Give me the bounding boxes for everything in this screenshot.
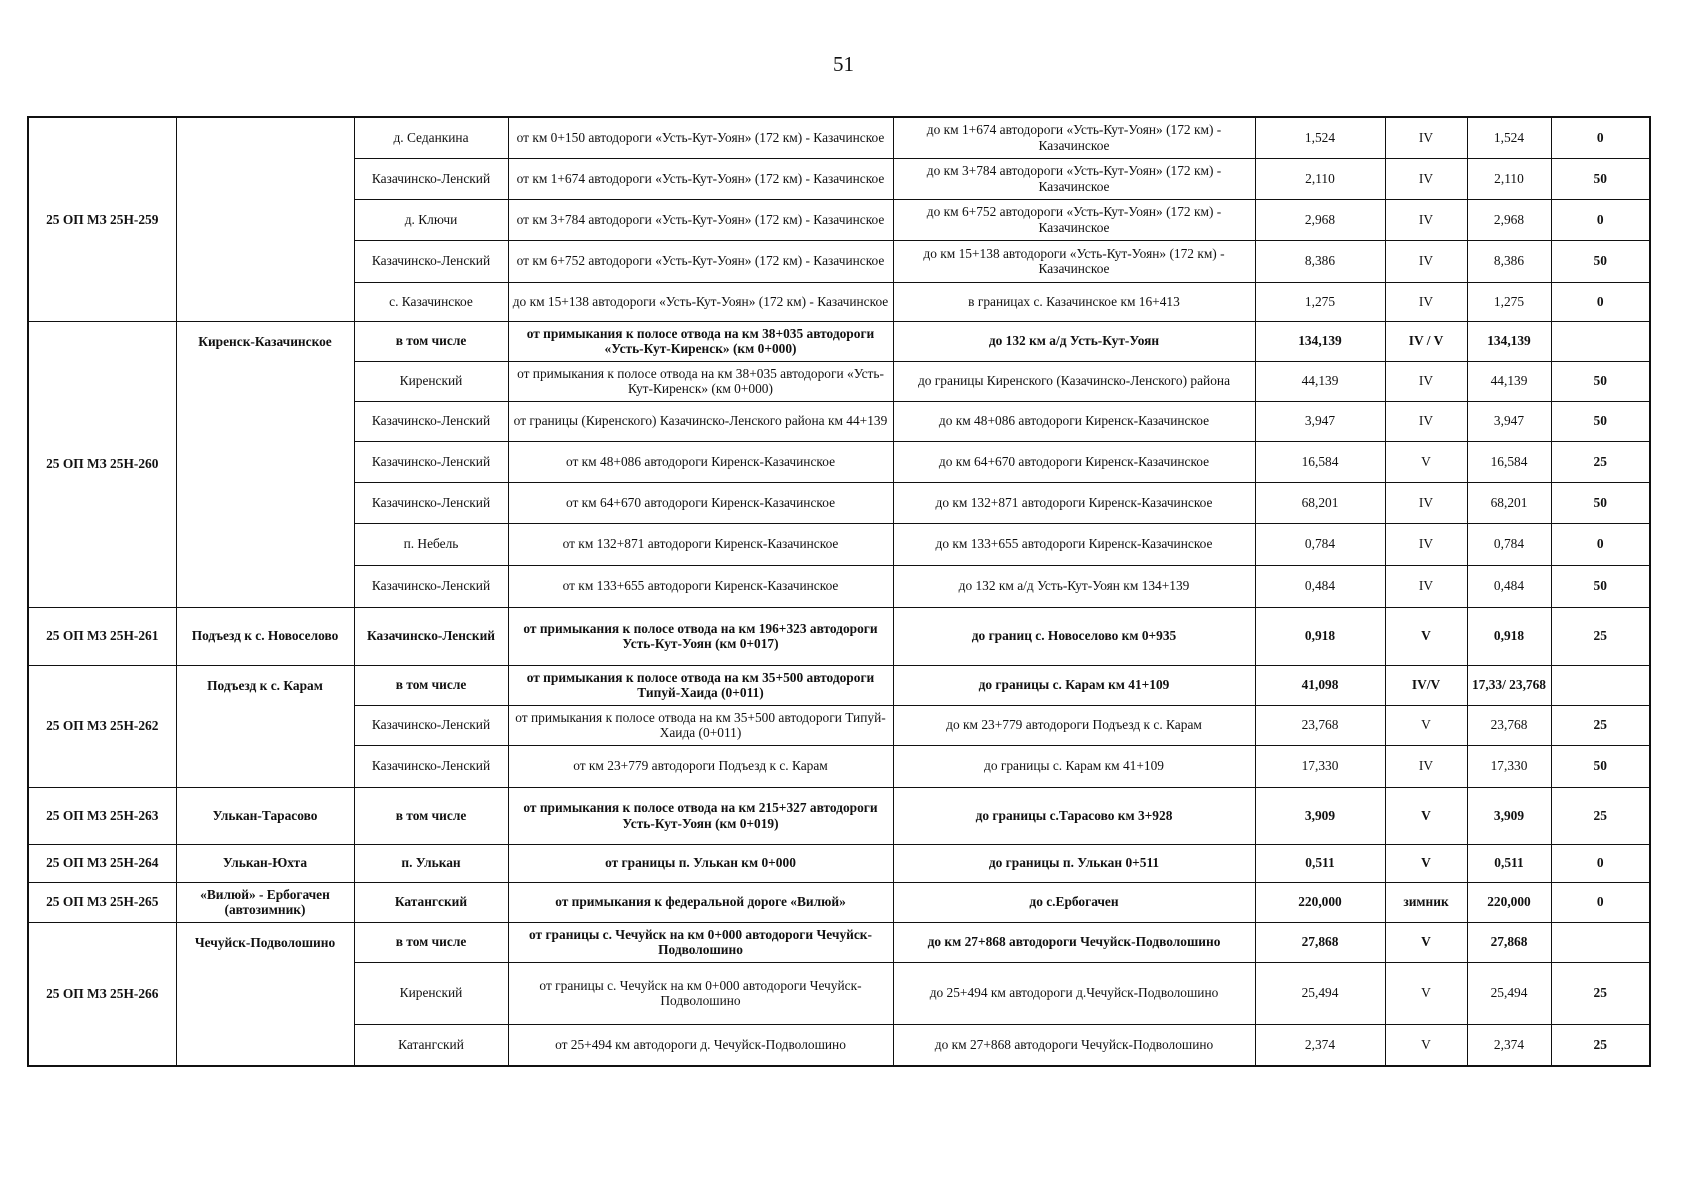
table-body xyxy=(28,117,1650,1066)
district-cell: в том числе xyxy=(354,665,508,705)
from-cell: от границы (Киренского) Казачинско-Ленского района км 44+139 xyxy=(508,401,893,441)
from-cell: от км 3+784 автодороги «Усть-Кут-Уоян» (172 км) - Казачинское xyxy=(508,199,893,240)
value-cell: 50 xyxy=(1551,240,1650,282)
district-cell: Казачинско-Ленский xyxy=(354,482,508,523)
district-cell: в том числе xyxy=(354,787,508,844)
to-cell: до км 133+655 автодороги Киренск-Казачинское xyxy=(893,523,1255,565)
from-cell: от км 0+150 автодороги «Усть-Кут-Уоян» (172 км) - Казачинское xyxy=(508,117,893,158)
from-cell: от км 64+670 автодороги Киренск-Казачинское xyxy=(508,482,893,523)
road-name-cell: Подъезд к с. Новоселово xyxy=(176,607,354,665)
value-cell: 0 xyxy=(1551,844,1650,882)
table-row xyxy=(28,882,1650,922)
to-cell: до с.Ербогачен xyxy=(893,882,1255,922)
table-row xyxy=(28,787,1650,844)
from-cell: от границы с. Чечуйск на км 0+000 автодороги Чечуйск-Подволошино xyxy=(508,922,893,962)
road-code-cell: 25 ОП МЗ 25Н-263 xyxy=(28,787,176,844)
from-cell: от примыкания к полосе отвода на км 196+323 автодороги Усть-Кут-Уоян (км 0+017) xyxy=(508,607,893,665)
length-cell: 27,868 xyxy=(1255,922,1385,962)
category-cell: IV/V xyxy=(1385,665,1467,705)
surface-length-cell: 8,386 xyxy=(1467,240,1551,282)
length-cell: 220,000 xyxy=(1255,882,1385,922)
surface-length-cell: 2,968 xyxy=(1467,199,1551,240)
value-cell: 25 xyxy=(1551,1024,1650,1066)
to-cell: до км 3+784 автодороги «Усть-Кут-Уоян» (172 км) - Казачинское xyxy=(893,158,1255,199)
to-cell: до км 23+779 автодороги Подъезд к с. Карам xyxy=(893,705,1255,745)
district-cell: Казачинско-Ленский xyxy=(354,745,508,787)
road-name-cell: Улькан-Тарасово xyxy=(176,787,354,844)
to-cell: до границы Киренского (Казачинско-Ленского) района xyxy=(893,361,1255,401)
district-cell: Киренский xyxy=(354,962,508,1024)
surface-length-cell: 16,584 xyxy=(1467,441,1551,482)
value-cell: 50 xyxy=(1551,745,1650,787)
category-cell: IV xyxy=(1385,482,1467,523)
surface-length-cell: 3,909 xyxy=(1467,787,1551,844)
to-cell: до 132 км а/д Усть-Кут-Уоян xyxy=(893,321,1255,361)
district-cell: д. Ключи xyxy=(354,199,508,240)
category-cell: зимник xyxy=(1385,882,1467,922)
road-code-cell: 25 ОП МЗ 25Н-259 xyxy=(28,117,176,321)
to-cell: до км 15+138 автодороги «Усть-Кут-Уоян» (172 км) - Казачинское xyxy=(893,240,1255,282)
to-cell: до границы с.Тарасово км 3+928 xyxy=(893,787,1255,844)
roads-table xyxy=(27,116,1651,1067)
table-row xyxy=(28,607,1650,665)
length-cell: 17,330 xyxy=(1255,745,1385,787)
length-cell: 3,947 xyxy=(1255,401,1385,441)
district-cell: Казачинско-Ленский xyxy=(354,441,508,482)
road-code-cell: 25 ОП МЗ 25Н-261 xyxy=(28,607,176,665)
surface-length-cell: 220,000 xyxy=(1467,882,1551,922)
value-cell: 25 xyxy=(1551,607,1650,665)
road-name-cell: «Вилюй» - Ербогачен (автозимник) xyxy=(176,882,354,922)
to-cell: до км 64+670 автодороги Киренск-Казачинское xyxy=(893,441,1255,482)
road-name-cell xyxy=(176,117,354,321)
district-cell: п. Улькан xyxy=(354,844,508,882)
surface-length-cell: 0,511 xyxy=(1467,844,1551,882)
to-cell: до км 6+752 автодороги «Усть-Кут-Уоян» (172 км) - Казачинское xyxy=(893,199,1255,240)
surface-length-cell: 3,947 xyxy=(1467,401,1551,441)
surface-length-cell: 0,484 xyxy=(1467,565,1551,607)
district-cell: Казачинско-Ленский xyxy=(354,705,508,745)
value-cell: 0 xyxy=(1551,282,1650,321)
to-cell: до км 48+086 автодороги Киренск-Казачинское xyxy=(893,401,1255,441)
from-cell: от примыкания к федеральной дороге «Вилюй» xyxy=(508,882,893,922)
category-cell: IV xyxy=(1385,282,1467,321)
road-code-cell: 25 ОП МЗ 25Н-262 xyxy=(28,665,176,787)
surface-length-cell: 23,768 xyxy=(1467,705,1551,745)
category-cell: IV / V xyxy=(1385,321,1467,361)
category-cell: IV xyxy=(1385,523,1467,565)
category-cell: IV xyxy=(1385,240,1467,282)
category-cell: IV xyxy=(1385,565,1467,607)
category-cell: IV xyxy=(1385,401,1467,441)
to-cell: до км 27+868 автодороги Чечуйск-Подволошино xyxy=(893,1024,1255,1066)
category-cell: IV xyxy=(1385,199,1467,240)
length-cell: 134,139 xyxy=(1255,321,1385,361)
length-cell: 68,201 xyxy=(1255,482,1385,523)
page-number: 51 xyxy=(833,52,854,76)
surface-length-cell: 17,33/ 23,768 xyxy=(1467,665,1551,705)
category-cell: V xyxy=(1385,844,1467,882)
to-cell: до км 27+868 автодороги Чечуйск-Подволошино xyxy=(893,922,1255,962)
length-cell: 2,968 xyxy=(1255,199,1385,240)
surface-length-cell: 27,868 xyxy=(1467,922,1551,962)
category-cell: V xyxy=(1385,441,1467,482)
value-cell xyxy=(1551,922,1650,962)
from-cell: от примыкания к полосе отвода на км 38+035 автодороги «Усть-Кут-Киренск» (км 0+000) xyxy=(508,361,893,401)
to-cell: до границ с. Новоселово км 0+935 xyxy=(893,607,1255,665)
district-cell: Казачинско-Ленский xyxy=(354,240,508,282)
length-cell: 23,768 xyxy=(1255,705,1385,745)
to-cell: до км 132+871 автодороги Киренск-Казачинское xyxy=(893,482,1255,523)
length-cell: 0,484 xyxy=(1255,565,1385,607)
from-cell: от км 133+655 автодороги Киренск-Казачинское xyxy=(508,565,893,607)
value-cell: 0 xyxy=(1551,882,1650,922)
from-cell: от км 48+086 автодороги Киренск-Казачинское xyxy=(508,441,893,482)
district-cell: в том числе xyxy=(354,922,508,962)
road-name-cell: Киренск-Казачинское xyxy=(176,321,354,607)
value-cell: 0 xyxy=(1551,117,1650,158)
length-cell: 44,139 xyxy=(1255,361,1385,401)
category-cell: V xyxy=(1385,1024,1467,1066)
from-cell: от примыкания к полосе отвода на км 35+500 автодороги Типуй-Хаида (0+011) xyxy=(508,705,893,745)
value-cell: 50 xyxy=(1551,158,1650,199)
to-cell: до границы с. Карам км 41+109 xyxy=(893,745,1255,787)
length-cell: 1,275 xyxy=(1255,282,1385,321)
from-cell: от км 23+779 автодороги Подъезд к с. Карам xyxy=(508,745,893,787)
length-cell: 3,909 xyxy=(1255,787,1385,844)
category-cell: IV xyxy=(1385,361,1467,401)
table-row xyxy=(28,117,1650,158)
category-cell: IV xyxy=(1385,745,1467,787)
from-cell: от границы п. Улькан км 0+000 xyxy=(508,844,893,882)
from-cell: от примыкания к полосе отвода на км 38+035 автодороги «Усть-Кут-Киренск» (км 0+000) xyxy=(508,321,893,361)
from-cell: от границы с. Чечуйск на км 0+000 автодороги Чечуйск-Подволошино xyxy=(508,962,893,1024)
length-cell: 2,110 xyxy=(1255,158,1385,199)
table-row xyxy=(28,844,1650,882)
length-cell: 16,584 xyxy=(1255,441,1385,482)
value-cell: 25 xyxy=(1551,705,1650,745)
surface-length-cell: 25,494 xyxy=(1467,962,1551,1024)
to-cell: до границы с. Карам км 41+109 xyxy=(893,665,1255,705)
to-cell: до км 1+674 автодороги «Усть-Кут-Уоян» (172 км) - Казачинское xyxy=(893,117,1255,158)
surface-length-cell: 134,139 xyxy=(1467,321,1551,361)
category-cell: V xyxy=(1385,705,1467,745)
value-cell: 25 xyxy=(1551,787,1650,844)
surface-length-cell: 44,139 xyxy=(1467,361,1551,401)
table-row xyxy=(28,665,1650,705)
table-row xyxy=(28,922,1650,962)
road-name-cell: Чечуйск-Подволошино xyxy=(176,922,354,1066)
from-cell: от км 132+871 автодороги Киренск-Казачинское xyxy=(508,523,893,565)
table-row xyxy=(28,321,1650,361)
category-cell: IV xyxy=(1385,117,1467,158)
length-cell: 1,524 xyxy=(1255,117,1385,158)
value-cell: 25 xyxy=(1551,441,1650,482)
to-cell: до 132 км а/д Усть-Кут-Уоян км 134+139 xyxy=(893,565,1255,607)
to-cell: в границах с. Казачинское км 16+413 xyxy=(893,282,1255,321)
road-name-cell: Улькан-Юхта xyxy=(176,844,354,882)
district-cell: п. Небель xyxy=(354,523,508,565)
district-cell: Киренский xyxy=(354,361,508,401)
road-name-cell: Подъезд к с. Карам xyxy=(176,665,354,787)
length-cell: 25,494 xyxy=(1255,962,1385,1024)
from-cell: от примыкания к полосе отвода на км 215+327 автодороги Усть-Кут-Уоян (км 0+019) xyxy=(508,787,893,844)
category-cell: V xyxy=(1385,787,1467,844)
length-cell: 0,784 xyxy=(1255,523,1385,565)
surface-length-cell: 68,201 xyxy=(1467,482,1551,523)
district-cell: Казачинско-Ленский xyxy=(354,565,508,607)
value-cell: 50 xyxy=(1551,482,1650,523)
category-cell: V xyxy=(1385,962,1467,1024)
category-cell: V xyxy=(1385,922,1467,962)
value-cell xyxy=(1551,665,1650,705)
category-cell: IV xyxy=(1385,158,1467,199)
length-cell: 41,098 xyxy=(1255,665,1385,705)
district-cell: Катангский xyxy=(354,1024,508,1066)
surface-length-cell: 17,330 xyxy=(1467,745,1551,787)
value-cell: 50 xyxy=(1551,565,1650,607)
value-cell: 50 xyxy=(1551,361,1650,401)
road-code-cell: 25 ОП МЗ 25Н-260 xyxy=(28,321,176,607)
road-code-cell: 25 ОП МЗ 25Н-265 xyxy=(28,882,176,922)
value-cell: 50 xyxy=(1551,401,1650,441)
to-cell: до границы п. Улькан 0+511 xyxy=(893,844,1255,882)
value-cell: 0 xyxy=(1551,523,1650,565)
surface-length-cell: 2,110 xyxy=(1467,158,1551,199)
from-cell: от 25+494 км автодороги д. Чечуйск-Подволошино xyxy=(508,1024,893,1066)
district-cell: Катангский xyxy=(354,882,508,922)
length-cell: 0,918 xyxy=(1255,607,1385,665)
district-cell: Казачинско-Ленский xyxy=(354,158,508,199)
from-cell: от км 1+674 автодороги «Усть-Кут-Уоян» (172 км) - Казачинское xyxy=(508,158,893,199)
surface-length-cell: 0,918 xyxy=(1467,607,1551,665)
district-cell: Казачинско-Ленский xyxy=(354,401,508,441)
from-cell: до км 15+138 автодороги «Усть-Кут-Уоян» (172 км) - Казачинское xyxy=(508,282,893,321)
to-cell: до 25+494 км автодороги д.Чечуйск-Подволошино xyxy=(893,962,1255,1024)
road-code-cell: 25 ОП МЗ 25Н-264 xyxy=(28,844,176,882)
from-cell: от км 6+752 автодороги «Усть-Кут-Уоян» (172 км) - Казачинское xyxy=(508,240,893,282)
length-cell: 8,386 xyxy=(1255,240,1385,282)
road-code-cell: 25 ОП МЗ 25Н-266 xyxy=(28,922,176,1066)
district-cell: д. Седанкина xyxy=(354,117,508,158)
district-cell: с. Казачинское xyxy=(354,282,508,321)
category-cell: V xyxy=(1385,607,1467,665)
district-cell: Казачинско-Ленский xyxy=(354,607,508,665)
value-cell xyxy=(1551,321,1650,361)
value-cell: 0 xyxy=(1551,199,1650,240)
from-cell: от примыкания к полосе отвода на км 35+500 автодороги Типуй-Хаида (0+011) xyxy=(508,665,893,705)
surface-length-cell: 0,784 xyxy=(1467,523,1551,565)
surface-length-cell: 1,275 xyxy=(1467,282,1551,321)
length-cell: 0,511 xyxy=(1255,844,1385,882)
district-cell: в том числе xyxy=(354,321,508,361)
surface-length-cell: 1,524 xyxy=(1467,117,1551,158)
value-cell: 25 xyxy=(1551,962,1650,1024)
length-cell: 2,374 xyxy=(1255,1024,1385,1066)
surface-length-cell: 2,374 xyxy=(1467,1024,1551,1066)
